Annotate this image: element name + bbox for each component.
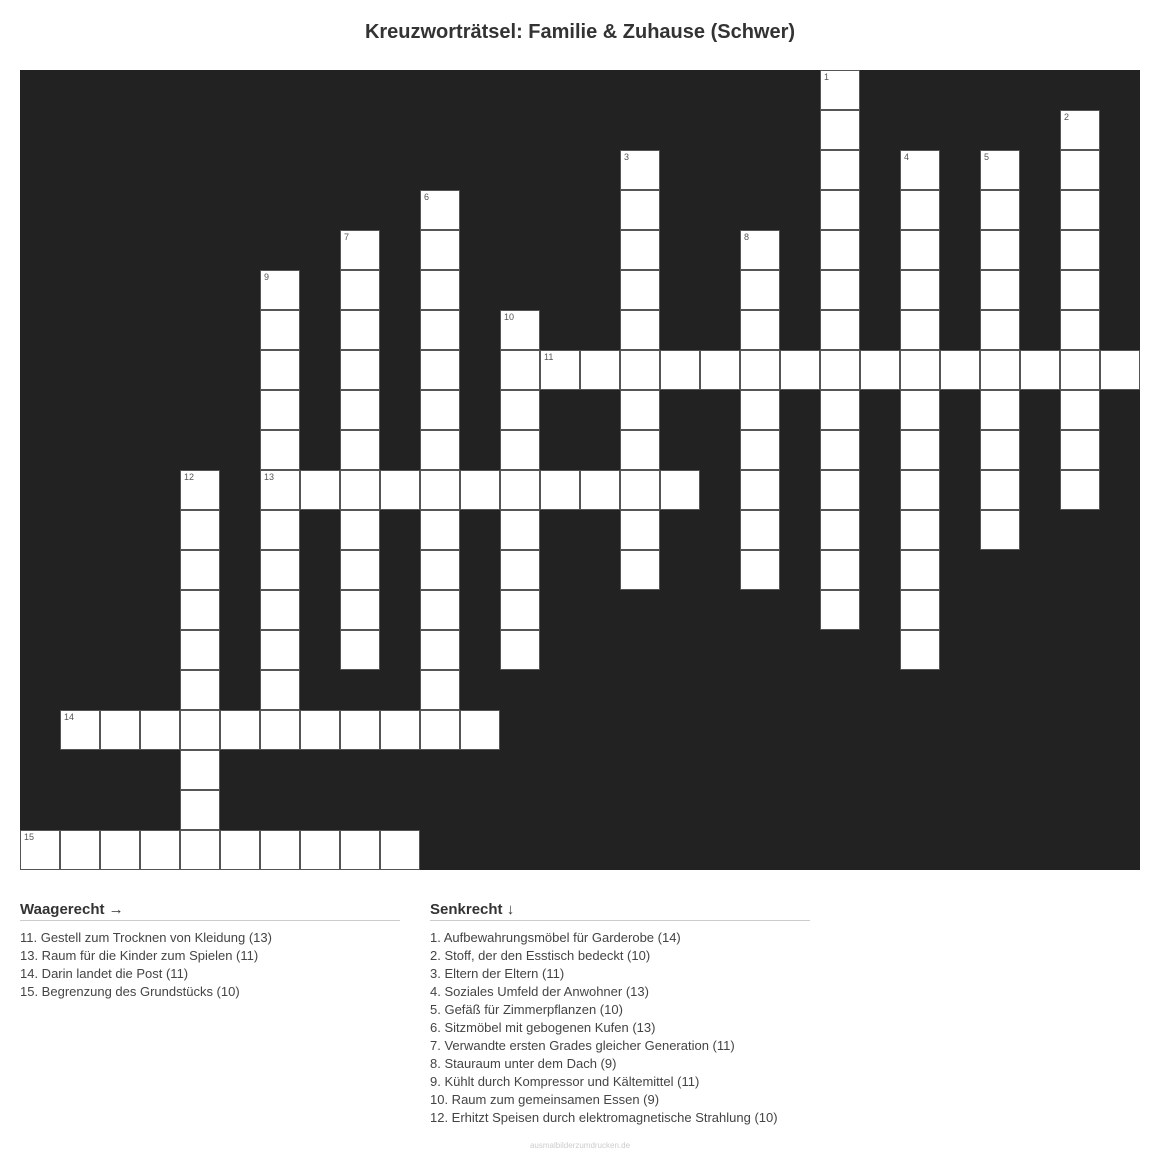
grid-cell[interactable] xyxy=(340,350,380,390)
grid-cell[interactable] xyxy=(660,350,700,390)
clue-number: 15 xyxy=(24,832,35,842)
grid-cell[interactable] xyxy=(820,470,860,510)
grid-cell[interactable] xyxy=(260,830,300,870)
clue-number: 2 xyxy=(1064,112,1070,122)
grid-cell[interactable] xyxy=(740,550,780,590)
grid-cell[interactable] xyxy=(20,830,60,870)
grid-cell[interactable] xyxy=(340,230,380,270)
across-clue: 11. Gestell zum Trocknen von Kleidung (13) xyxy=(20,930,272,945)
grid-cell[interactable] xyxy=(260,270,300,310)
grid-cell[interactable] xyxy=(820,510,860,550)
grid-cell[interactable] xyxy=(460,470,500,510)
grid-cell[interactable] xyxy=(380,470,420,510)
grid-cell[interactable] xyxy=(900,350,940,390)
grid-cell[interactable] xyxy=(1060,150,1100,190)
grid-cell[interactable] xyxy=(900,470,940,510)
grid-cell[interactable] xyxy=(620,310,660,350)
clue-number: 9 xyxy=(264,272,270,282)
grid-cell[interactable] xyxy=(820,430,860,470)
grid-cell[interactable] xyxy=(180,670,220,710)
grid-cell[interactable] xyxy=(900,590,940,630)
grid-cell[interactable] xyxy=(940,350,980,390)
grid-cell[interactable] xyxy=(620,550,660,590)
clue-number: 10 xyxy=(504,312,515,322)
grid-cell[interactable] xyxy=(900,390,940,430)
grid-cell[interactable] xyxy=(980,350,1020,390)
grid-cell[interactable] xyxy=(260,390,300,430)
down-clue: 2. Stoff, der den Esstisch bedeckt (10) xyxy=(430,948,651,963)
grid-cell[interactable] xyxy=(1060,350,1100,390)
clue-number: 14 xyxy=(64,712,75,722)
grid-cell[interactable] xyxy=(1060,270,1100,310)
grid-cell[interactable] xyxy=(180,710,220,750)
grid-cell[interactable] xyxy=(900,270,940,310)
down-clue: 6. Sitzmöbel mit gebogenen Kufen (13) xyxy=(430,1020,656,1035)
grid-cell[interactable] xyxy=(820,590,860,630)
grid-cell[interactable] xyxy=(740,270,780,310)
grid-cell[interactable] xyxy=(500,310,540,350)
grid-cell[interactable] xyxy=(620,270,660,310)
grid-cell[interactable] xyxy=(700,350,740,390)
grid-cell[interactable] xyxy=(420,510,460,550)
grid-cell[interactable] xyxy=(540,470,580,510)
across-clues xyxy=(20,901,400,1001)
grid-cell[interactable] xyxy=(740,470,780,510)
down-clue: 12. Erhitzt Speisen durch elektromagnetische Strahlung (10) xyxy=(430,1110,778,1125)
grid-cell[interactable] xyxy=(500,470,540,510)
grid-cell[interactable] xyxy=(500,390,540,430)
grid-cell[interactable] xyxy=(1060,430,1100,470)
grid-cell[interactable] xyxy=(340,270,380,310)
grid-cell[interactable] xyxy=(900,510,940,550)
grid-cell[interactable] xyxy=(260,630,300,670)
grid-cell[interactable] xyxy=(740,350,780,390)
grid-cell[interactable] xyxy=(1020,350,1060,390)
grid-cell[interactable] xyxy=(980,510,1020,550)
grid-cell[interactable] xyxy=(180,750,220,790)
grid-cell[interactable] xyxy=(180,550,220,590)
grid-cell[interactable] xyxy=(420,390,460,430)
grid-cell[interactable] xyxy=(500,430,540,470)
grid-cell[interactable] xyxy=(500,510,540,550)
across-clue: 13. Raum für die Kinder zum Spielen (11) xyxy=(20,948,259,963)
grid-cell[interactable] xyxy=(340,630,380,670)
grid-cell[interactable] xyxy=(180,790,220,830)
grid-cell[interactable] xyxy=(140,830,180,870)
grid-cell[interactable] xyxy=(420,670,460,710)
grid-cell[interactable] xyxy=(820,550,860,590)
down-clue: 5. Gefäß für Zimmerpflanzen (10) xyxy=(430,1002,623,1017)
grid-cell[interactable] xyxy=(740,230,780,270)
grid-cell[interactable] xyxy=(340,310,380,350)
grid-cell[interactable] xyxy=(900,150,940,190)
grid-cell[interactable] xyxy=(900,630,940,670)
grid-cell[interactable] xyxy=(500,550,540,590)
grid-cell[interactable] xyxy=(340,710,380,750)
grid-cell[interactable] xyxy=(620,510,660,550)
grid-cell[interactable] xyxy=(420,590,460,630)
grid-cell[interactable] xyxy=(620,190,660,230)
grid-cell[interactable] xyxy=(980,390,1020,430)
grid-cell[interactable] xyxy=(820,70,860,110)
grid-cell[interactable] xyxy=(100,830,140,870)
grid-cell[interactable] xyxy=(340,470,380,510)
grid-cell[interactable] xyxy=(620,470,660,510)
down-clue: 10. Raum zum gemeinsamen Essen (9) xyxy=(430,1092,660,1107)
grid-cell[interactable] xyxy=(260,310,300,350)
grid-cell[interactable] xyxy=(420,270,460,310)
grid-cell[interactable] xyxy=(180,830,220,870)
grid-cell[interactable] xyxy=(820,150,860,190)
grid-cell[interactable] xyxy=(180,470,220,510)
clue-number: 3 xyxy=(624,152,630,162)
grid-cell[interactable] xyxy=(1100,350,1140,390)
clue-number: 12 xyxy=(184,472,195,482)
grid-cell[interactable] xyxy=(500,590,540,630)
grid-cell[interactable] xyxy=(980,270,1020,310)
grid-cell[interactable] xyxy=(220,830,260,870)
grid-cell[interactable] xyxy=(500,350,540,390)
grid-cell[interactable] xyxy=(620,390,660,430)
down-heading: Senkrecht ↓ xyxy=(430,901,810,921)
grid-cell[interactable] xyxy=(420,190,460,230)
grid-cell[interactable] xyxy=(1060,230,1100,270)
grid-cell[interactable] xyxy=(1060,110,1100,150)
grid-cell[interactable] xyxy=(820,390,860,430)
grid-cell[interactable] xyxy=(900,230,940,270)
clue-number: 1 xyxy=(824,72,830,82)
down-clue: 1. Aufbewahrungsmöbel für Garderobe (14) xyxy=(430,930,681,945)
grid-cell[interactable] xyxy=(1060,190,1100,230)
clue-number: 13 xyxy=(264,472,275,482)
grid-cell[interactable] xyxy=(220,710,260,750)
footer-credit: ausmalbilderzumdrucken.de xyxy=(529,1141,631,1150)
grid-cell[interactable] xyxy=(1060,470,1100,510)
grid-cell[interactable] xyxy=(100,710,140,750)
grid-cell[interactable] xyxy=(900,310,940,350)
clue-number: 6 xyxy=(424,192,430,202)
clue-number: 8 xyxy=(744,232,750,242)
grid-cell[interactable] xyxy=(740,430,780,470)
grid-cell[interactable] xyxy=(580,350,620,390)
grid-cell[interactable] xyxy=(740,310,780,350)
grid-cell[interactable] xyxy=(340,510,380,550)
grid-cell[interactable] xyxy=(260,590,300,630)
grid-cell[interactable] xyxy=(300,710,340,750)
grid-cell[interactable] xyxy=(420,350,460,390)
grid-cell[interactable] xyxy=(420,430,460,470)
grid-cell[interactable] xyxy=(260,710,300,750)
grid-cell[interactable] xyxy=(1060,390,1100,430)
grid-cell[interactable] xyxy=(900,430,940,470)
grid-cell[interactable] xyxy=(340,390,380,430)
grid-cell[interactable] xyxy=(740,390,780,430)
grid-cell[interactable] xyxy=(420,550,460,590)
grid-cell[interactable] xyxy=(980,150,1020,190)
grid-cell[interactable] xyxy=(820,230,860,270)
grid-cell[interactable] xyxy=(820,350,860,390)
grid-cell[interactable] xyxy=(180,510,220,550)
down-clue: 7. Verwandte ersten Grades gleicher Generation (11) xyxy=(430,1038,735,1053)
grid-cell[interactable] xyxy=(460,710,500,750)
grid-cell[interactable] xyxy=(420,710,460,750)
grid-cell[interactable] xyxy=(980,470,1020,510)
grid-cell[interactable] xyxy=(660,470,700,510)
clue-number: 4 xyxy=(904,152,910,162)
grid-cell[interactable] xyxy=(980,430,1020,470)
grid-cell[interactable] xyxy=(340,590,380,630)
down-clue: 8. Stauraum unter dem Dach (9) xyxy=(430,1056,617,1071)
grid-cell[interactable] xyxy=(260,670,300,710)
grid-cell[interactable] xyxy=(620,150,660,190)
down-clue: 9. Kühlt durch Kompressor und Kältemittel (11) xyxy=(430,1074,700,1089)
grid-cell[interactable] xyxy=(420,230,460,270)
grid-cell[interactable] xyxy=(180,630,220,670)
page-title: Kreuzworträtsel: Familie & Zuhause (Schwer) xyxy=(364,21,796,43)
across-clue: 14. Darin landet die Post (11) xyxy=(20,966,189,981)
grid-cell[interactable] xyxy=(380,710,420,750)
grid-cell[interactable] xyxy=(340,830,380,870)
grid-cell[interactable] xyxy=(300,470,340,510)
grid-cell[interactable] xyxy=(340,550,380,590)
grid-cell[interactable] xyxy=(260,430,300,470)
grid-cell[interactable] xyxy=(620,350,660,390)
grid-cell[interactable] xyxy=(900,190,940,230)
grid-cell[interactable] xyxy=(300,830,340,870)
across-heading: Waagerecht → xyxy=(20,901,400,921)
grid-cell[interactable] xyxy=(740,510,780,550)
grid-cell[interactable] xyxy=(380,830,420,870)
grid-cell[interactable] xyxy=(780,350,820,390)
clue-number: 11 xyxy=(544,352,554,362)
grid-cell[interactable] xyxy=(60,710,100,750)
grid-cell[interactable] xyxy=(980,310,1020,350)
down-clue: 4. Soziales Umfeld der Anwohner (13) xyxy=(430,984,649,999)
grid-cell[interactable] xyxy=(420,310,460,350)
grid-cell[interactable] xyxy=(580,470,620,510)
grid-cell[interactable] xyxy=(500,630,540,670)
clue-number: 5 xyxy=(984,152,990,162)
crossword-grid xyxy=(20,70,1140,870)
grid-cell[interactable] xyxy=(60,830,100,870)
down-clue: 3. Eltern der Eltern (11) xyxy=(430,966,565,981)
grid-cell[interactable] xyxy=(420,630,460,670)
grid-cell[interactable] xyxy=(1060,310,1100,350)
grid-cell[interactable] xyxy=(260,550,300,590)
grid-cell[interactable] xyxy=(860,350,900,390)
down-clues xyxy=(430,901,810,1127)
grid-cell[interactable] xyxy=(260,350,300,390)
grid-cell[interactable] xyxy=(980,230,1020,270)
grid-cell[interactable] xyxy=(420,470,460,510)
grid-cell[interactable] xyxy=(820,110,860,150)
clue-number: 7 xyxy=(344,232,350,242)
grid-cell[interactable] xyxy=(820,190,860,230)
grid-cell[interactable] xyxy=(340,430,380,470)
grid-cell[interactable] xyxy=(900,550,940,590)
grid-cell[interactable] xyxy=(620,230,660,270)
grid-cell[interactable] xyxy=(140,710,180,750)
across-clue: 15. Begrenzung des Grundstücks (10) xyxy=(20,984,240,999)
grid-cell[interactable] xyxy=(260,510,300,550)
grid-cell[interactable] xyxy=(820,270,860,310)
grid-cell[interactable] xyxy=(540,350,580,390)
grid-cell[interactable] xyxy=(260,470,300,510)
grid-cell[interactable] xyxy=(820,310,860,350)
grid-cell[interactable] xyxy=(180,590,220,630)
grid-cell[interactable] xyxy=(620,430,660,470)
grid-cell[interactable] xyxy=(980,190,1020,230)
